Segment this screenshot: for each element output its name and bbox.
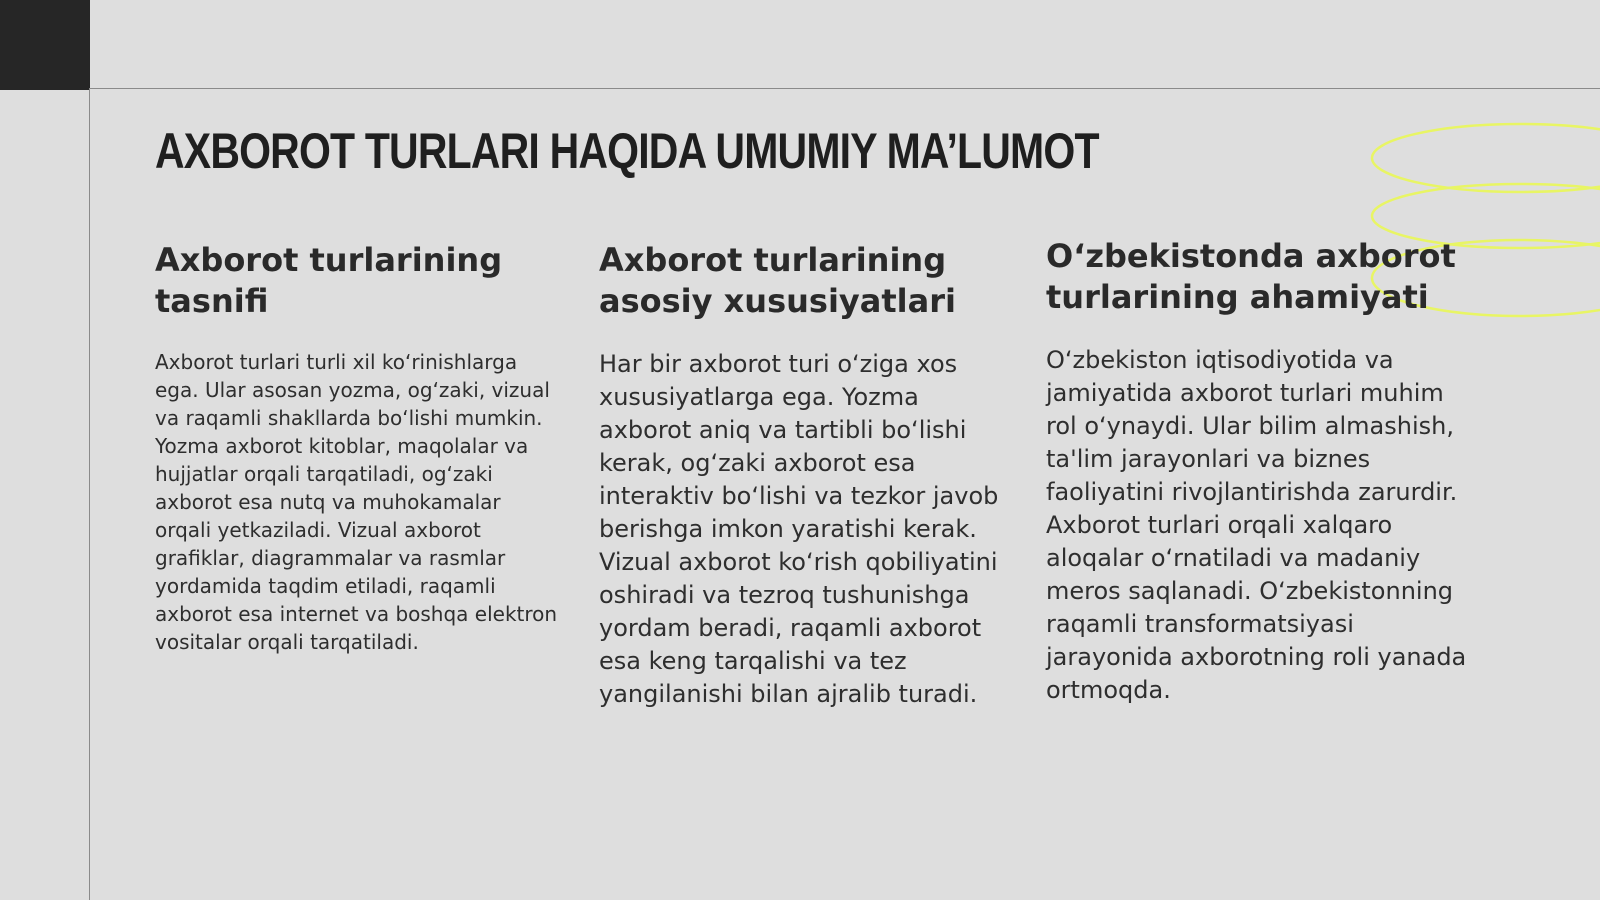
corner-accent-block [0, 0, 90, 90]
left-divider-line [89, 88, 90, 900]
column-body-text: O‘zbekiston iqtisodiyotida va jamiyatida axborot turlari muhim rol o‘ynaydi. Ular bilim almashish, ta'lim jarayonlari va biznes faoliyatini rivojlantirishda zarurdir. Axborot turlari orqali xalqaro aloqalar o‘rnatiladi va madaniy meros saqlanadi. O‘zbekistonning raqamli transformatsiyasi jarayonida axborotning roli yanada ortmoqda. [1046, 346, 1467, 704]
column-classification [155, 240, 560, 656]
slide-title: AXBOROT TURLARI HAQIDA UMUMIY MA’LUMOT [155, 123, 1099, 179]
column-heading: O‘zbekistonda axborot turlarining ahamiyati [1046, 237, 1456, 316]
column-properties [599, 240, 999, 711]
column-heading: Axborot turlarining tasnifi [155, 241, 503, 320]
column-body-text: Axborot turlari turli xil ko‘rinishlarga ega. Ular asosan yozma, og‘zaki, vizual va raqamli shakllarda bo‘lishi mumkin. Yozma axborot kitoblar, maqolalar va hujjatlar orqali tarqatiladi, og‘zaki axborot esa nutq va muhokamalar orqali yetkaziladi. Vizual axborot grafiklar, diagrammalar va rasmlar yordamida taqdim etiladi, raqamli axborot esa internet va boshqa elektron vositalar orqali tarqatiladi. [155, 350, 558, 654]
top-divider-line [90, 88, 1600, 89]
column-heading: Axborot turlarining asosiy xususiyatlari [599, 241, 956, 320]
column-importance [1046, 237, 1476, 707]
column-body-text: Har bir axborot turi o‘ziga xos xususiyatlarga ega. Yozma axborot aniq va tartibli bo‘lishi kerak, og‘zaki axborot esa interaktiv bo‘lishi va tezkor javob berishga imkon yaratishi kerak. Vizual axborot ko‘rish qobiliyatini oshiradi va tezroq tushunishga yordam beradi, raqamli axborot esa keng tarqalishi va tez yangilanishi bilan ajralib turadi. [599, 350, 999, 708]
